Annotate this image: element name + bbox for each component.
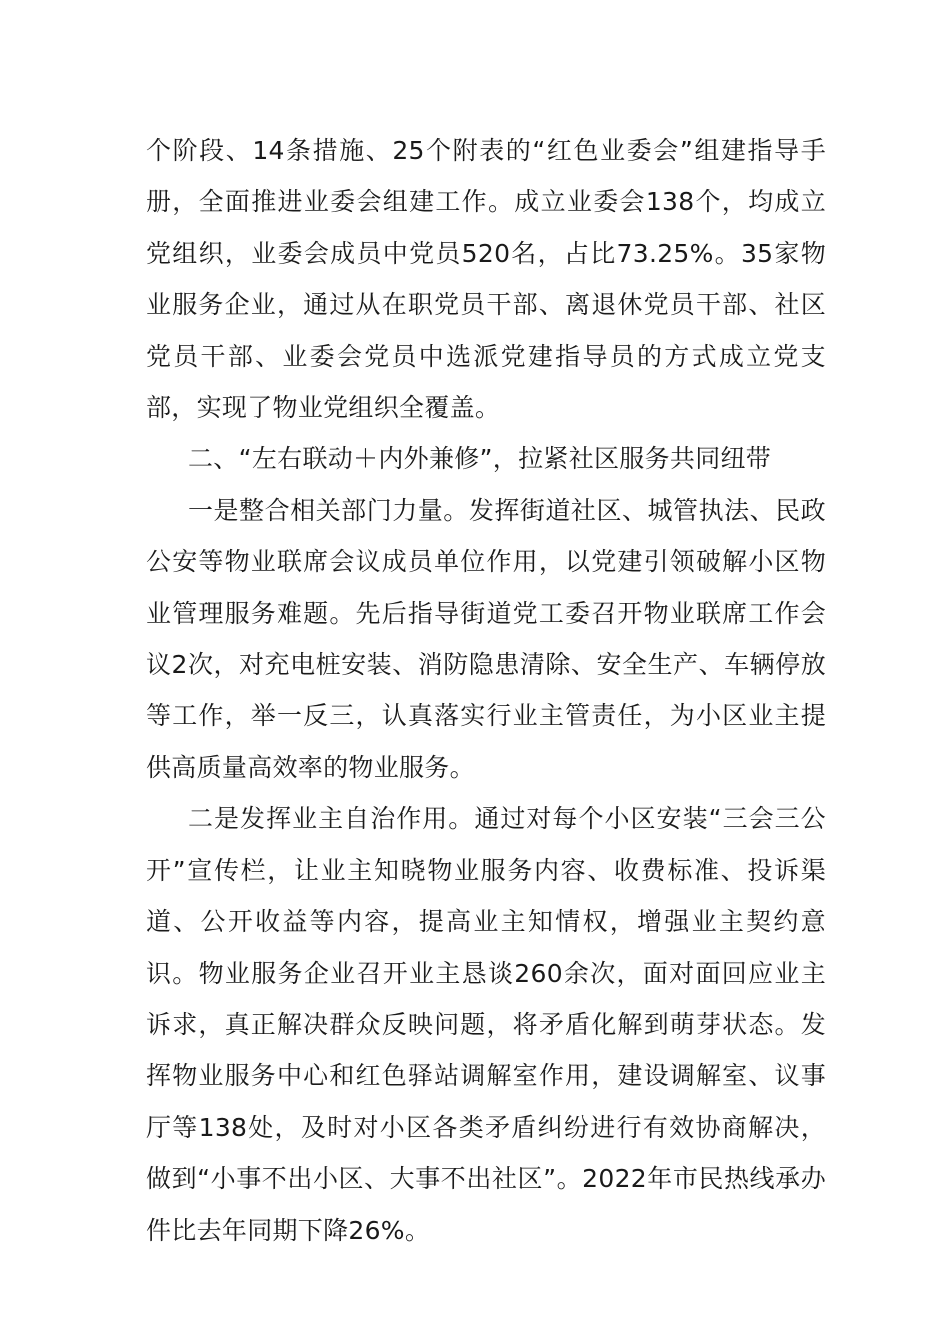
paragraph-party-organization-coverage: 个阶段、14条措施、25个附表的“红色业委会”组建指导手册，全面推进业委会组建工作。成立业委会138个，均成立党组织，业委会成员中党员520名，占比73.25%。35家物业服务企业，通过从在职党员干部、离退休党员干部、社区党员干部、业委会党员中选派党建指导员的方式成立党支部，实现了物业党组织全覆盖。 — [146, 136, 826, 423]
document-body — [146, 125, 826, 1256]
paragraph-owner-self-governance: 二是发挥业主自治作用。通过对每个小区安装“三会三公开”宣传栏，让业主知晓物业服务内容、收费标准、投诉渠道、公开收益等内容，提高业主知情权，增强业主契约意识。物业服务企业召开业主恳谈260余次，面对面回应业主诉求，真正解决群众反映问题，将矛盾化解到萌芽状态。发挥物业服务中心和红色驿站调解室作用，建设调解室、议事厅等138处，及时对小区各类矛盾纠纷进行有效协商解决，做到“小事不出小区、大事不出社区”。2022年市民热线承办件比去年同期下降26%。 — [146, 804, 826, 1245]
paragraph-integrate-departments: 一是整合相关部门力量。发挥街道社区、城管执法、民政公安等物业联席会议成员单位作用，以党建引领破解小区物业管理服务难题。先后指导街道党工委召开物业联席工作会议2次，对充电桩安装、消防隐患清除、安全生产、车辆停放等工作，举一反三，认真落实行业主管责任，为小区业主提供高质量高效率的物业服务。 — [146, 495, 826, 782]
section-heading-two: 二、“左右联动＋内外兼修”，拉紧社区服务共同纽带 — [188, 444, 772, 474]
